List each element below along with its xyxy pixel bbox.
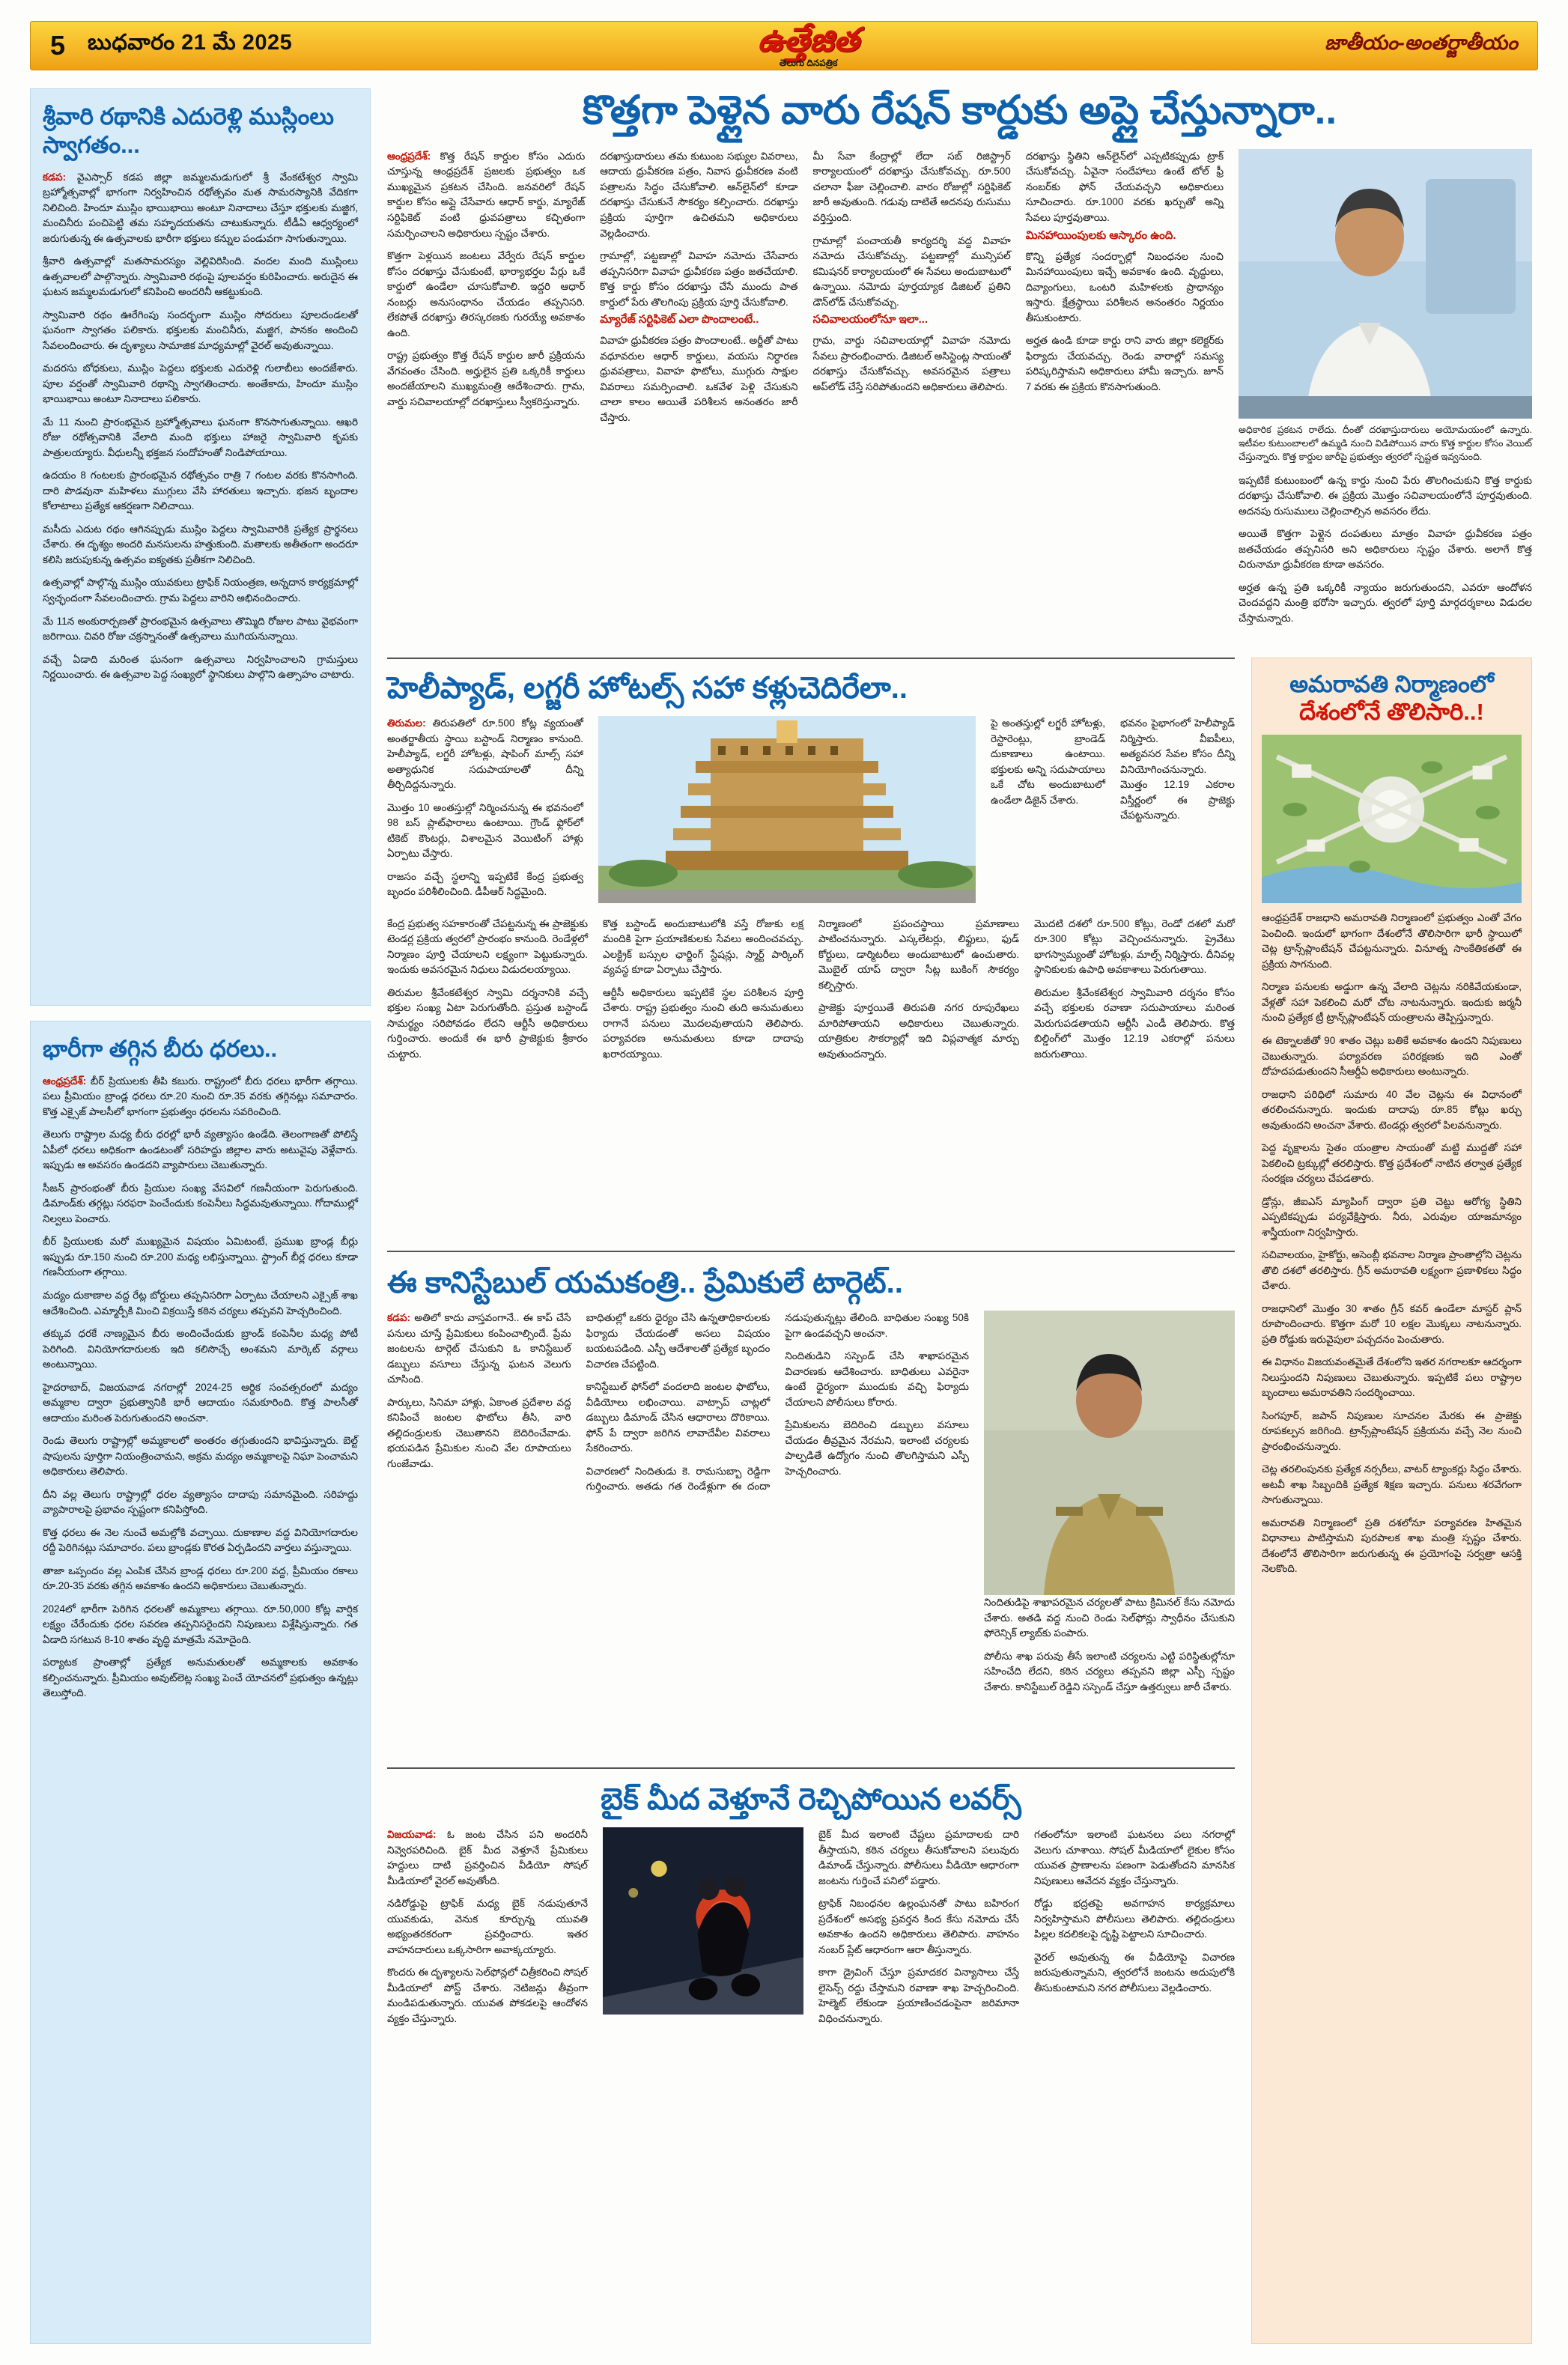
body-paragraph: సీజన్ ప్రారంభంతో బీరు ప్రియుల సంఖ్య వేసవిలో గణనీయంగా పెరుగుతుంది. డిమాండ్‌కు తగ్గట్లు సరఫరా పెంచేందుకు కంపెనీలు సిద్ధమవుతున్నాయి. గోదాముల్లో నిల్వలు పెంచారు. [43, 1182, 358, 1224]
dateline: కడప: [387, 1312, 411, 1323]
body-paragraph: మసీదు ఎదుట రథం ఆగినప్పుడు ముస్లిం పెద్దలు స్వామివారికి ప్రత్యేక ప్రార్థనలు చేశారు. ఈ దృశ్యం అందరి మనసులను హత్తుకుంది. మతాలకు అతీతంగా అందరూ కలిసి జరుపుకున్న ఉత్సవం ఐక్యతకు ప్రతీకగా నిలిచింది. [43, 523, 358, 565]
article-ration-card [387, 88, 1532, 658]
body-paragraph: పర్యాటక ప్రాంతాల్లో ప్రత్యేక అనుమతులతో అమ్మకాలకు అవకాశం కల్పించనున్నారు. ప్రీమియం అవుట్‌లెట్ల సంఖ్య పెంచే యోచనలో ప్రభుత్వం ఉన్నట్లు తెలుస్తోంది. [43, 1657, 358, 1699]
bike-photo [603, 1827, 803, 2015]
dateline: ఆంధ్రప్రదేశ్: [387, 150, 431, 162]
body-paragraph: పార్కులు, సినిమా హాళ్లు, ఏకాంత ప్రదేశాల వద్ద కనిపించే జంటల ఫొటోలు తీసి, వారి తల్లిదండ్రులకు చెబుతానని బెదిరించేవాడు. భయపడిన ప్రేమికుల నుంచి వేల రూపాయలు గుంజేవాడు. [387, 1396, 571, 1469]
temple-bottom-columns [387, 917, 1235, 1070]
article-body [1262, 911, 1522, 1577]
body-paragraph: తక్కువ ధరకే నాణ్యమైన బీరు అందించేందుకు బ్రాండ్ కంపెనీల మధ్య పోటీ పెరిగింది. వినియోగదారులకు ఇది కలిసొచ్చే అంశమని మార్కెట్ వర్గాలు అంటున్నాయి. [43, 1328, 358, 1370]
lead-text: కొత్త రేషన్ కార్డుల కోసం ఎదురు చూస్తున్న ఆంధ్రప్రదేశ్ ప్రజలకు ప్రభుత్వం ఒక ముఖ్యమైన ప్రకటన చేసింది. జనవరిలో రేషన్ కార్డుల కోసం అప్లై చేసేవారు ఆధార్ కార్డు, మ్యారేజ్ సర్టిఫికెట్ వంటి ధ్రువపత్రాలు కచ్చితంగా సమర్పించాలని అధికారులు స్పష్టం చేశారు. [387, 150, 586, 239]
body-paragraph: కొత్తగా పెళ్లయిన జంటలు వేర్వేరు రేషన్ కార్డుల కోసం దరఖాస్తు చేసుకుంటే, భార్యాభర్తల పేర్లు ఒకే కార్డులో ఉండేలా చూసుకోవాలి. ఇద్దరి ఆధార్ నంబర్లు అనుసంధానం చేయడం తప్పనిసరి. లేకపోతే దరఖాస్తు తిరస్కరణకు గురయ్యే అవకాశం ఉంది. [387, 250, 586, 338]
lead-paragraph [43, 1074, 358, 1120]
article-tirupati-busstand [387, 659, 1235, 1251]
article-bike-lovers [387, 1767, 1235, 2344]
body-paragraph: విచారణలో నిందితుడు కె. రామసుబ్బా రెడ్డిగా గుర్తించారు. అతడు గత రెండేళ్లుగా ఈ దందా నడుపుతున్నట్లు తేలింది. బాధితుల సంఖ్య 50కి పైగా ఉండవచ్చని అంచనా. [586, 1312, 969, 1493]
dateline: కడప: [43, 171, 67, 183]
body-paragraph: రాజధాని పరిధిలో సుమారు 40 వేల చెట్లను ఈ విధానంలో తరలించనున్నారు. ఇందుకు దాదాపు రూ.85 కోట్లు ఖర్చు అవుతుందని అంచనా వేశారు. టెండర్లు త్వరలో పిలవనున్నారు. [1262, 1088, 1522, 1131]
lead-paragraph [387, 716, 583, 793]
dateline: ఆంధ్రప్రదేశ్: [43, 1075, 87, 1087]
lead-paragraph [43, 170, 358, 247]
lead-paragraph [387, 1827, 588, 1889]
right-column [1251, 658, 1532, 2344]
body-paragraph: రెండు తెలుగు రాష్ట్రాల్లో అమ్మకాలలో అంతరం తగ్గుతుందని భావిస్తున్నారు. బెల్ట్ షాపులను పూర్తిగా నియంత్రించామని, అక్రమ మద్యం అమ్మకాలపై నిఘా పెంచామని అధికారులు తెలిపారు. [43, 1435, 358, 1478]
section-label: జాతీయం-అంతర్జాతీయం [1325, 31, 1518, 54]
busstand-render-photo [598, 716, 976, 903]
official-photo [1239, 149, 1532, 419]
lead-paragraph [387, 149, 585, 241]
body-paragraph: ఉదయం 8 గంటలకు ప్రారంభమైన రథోత్సవం రాత్రి 7 గంటల వరకు కొనసాగింది. దారి పొడవునా మహిళలు ముగ్గులు వేసి హారతులు ఇచ్చారు. భజన బృందాల కోలాటాలు ప్రత్యేక ఆకర్షణగా నిలిచాయి. [43, 470, 358, 512]
body-paragraph: వివాహ ధ్రువీకరణ పత్రం పొందాలంటే.. అర్జీతో పాటు వధూవరుల ఆధార్ కార్డులు, వయసు నిర్ధారణ ధ్రువపత్రాలు, వివాహ ఫొటోలు, ముగ్గురు సాక్షుల వివరాలు సమర్పించాలి. ఒకవేళ పెళ్లి చేసుకుని చాలా కాలం అయితే పరిశీలన అనంతరం జారీ చేస్తారు. [600, 335, 798, 423]
body-paragraph: పెద్ద వృక్షాలను సైతం యంత్రాల సాయంతో మట్టి ముద్దతో సహా పెకలించి ట్రక్కుల్లో తరలిస్తారు. కొత్త ప్రదేశంలో నాటిన తర్వాత ప్రత్యేక సంరక్షణ చర్యలు చేపడతారు. [1262, 1142, 1522, 1185]
body-paragraph: మీ సేవా కేంద్రాల్లో లేదా సబ్ రిజిస్ట్రార్ కార్యాలయంలో దరఖాస్తు చేసుకోవచ్చు. రూ.500 చలానా ఫీజు చెల్లించాలి. వారం రోజుల్లో సర్టిఫికెట్ జారీ అవుతుంది. గడువు దాటితే అదనపు రుసుము వర్తిస్తుంది. [812, 150, 1011, 223]
subhead-sachivalayam: సచివాలయంలోనూ ఇలా... [812, 313, 929, 327]
body-paragraph: డ్రోన్లు, జీఐఎస్ మ్యాపింగ్ ద్వారా ప్రతి చెట్టు ఆరోగ్య స్థితిని ఎప్పటికప్పుడు పర్యవేక్షిస్తారు. నీరు, ఎరువుల యాజమాన్యం శాస్త్రీయంగా నిర్వహిస్తారు. [1262, 1195, 1522, 1238]
article-body [43, 254, 358, 682]
constable-photo [984, 1311, 1235, 1595]
dateline: తిరుమల: [387, 717, 426, 729]
body-paragraph: తాజా ఒప్పందం వల్ల ఎంపిక చేసిన బ్రాండ్ల ధరలు రూ.200 వద్ద, ప్రీమియం రకాలు రూ.20-35 వరకు తగ్గిన అవకాశం ఉందని అధికారులు చెబుతున్నారు. [43, 1564, 358, 1592]
article-body [43, 1127, 358, 1701]
body-paragraph: నిందితుడిపై శాఖాపరమైన చర్యలతో పాటు క్రిమినల్ కేసు నమోదు చేశారు. అతడి వద్ద నుంచి రెండు సెల్‌ఫోన్లు స్వాధీనం చేసుకుని ఫోరెన్సిక్ ల్యాబ్‌కు పంపారు. [984, 1597, 1235, 1639]
official-photo-figure [1239, 149, 1532, 419]
constable-layout [387, 1311, 1235, 1702]
body-paragraph: నడిరోడ్డుపై ట్రాఫిక్ మధ్య బైక్ నడుపుతూనే యువకుడు, వెనుక కూర్చున్న యువతి అభ్యంతరకరంగా ప్రవర్తించారు. ఇతర వాహనదారులు ఒక్కసారిగా అవాక్కయ్యారు. [387, 1898, 588, 1955]
page-grid [30, 88, 1538, 2344]
lead-text: తిరుపతిలో రూ.500 కోట్ల వ్యయంతో అంతర్జాతీయ స్థాయి బస్టాండ్ నిర్మాణం కానుంది. హెలీప్యాడ్, లగ్జరీ హోటళ్లు, షాపింగ్ మాల్స్ సహా అత్యాధునిక సదుపాయాలతో దీన్ని తీర్చిదిద్దనున్నారు. [387, 717, 583, 791]
body-paragraph: ప్రాజెక్టు పూర్తయితే తిరుపతి నగర రూపురేఖలు మారిపోతాయని అధికారులు చెబుతున్నారు. యాత్రికుల సౌకర్యాల్లో ఇది విప్లవాత్మక మార్పు అవుతుందన్నారు. [818, 1002, 1019, 1060]
busstand-render-figure [598, 716, 976, 908]
body-paragraph: మదరసు బోధకులు, ముస్లిం పెద్దలు భక్తులకు ఎదురెళ్లి గులాబీలు అందజేశారు. పూల వర్షంతో స్వామివారి రథాన్ని స్వాగతించారు. అంతేకాదు, హిందూ ముస్లిం భాయిభాయి అంటూ నినాదాలు పలికారు. [43, 362, 358, 405]
temple-col-left [387, 716, 583, 908]
article-title: బైక్ మీద వెళ్తూనే రెచ్చిపోయిన లవర్స్ [601, 1783, 1021, 1816]
article-beer-prices [30, 1021, 371, 2344]
side-continuation [1239, 473, 1532, 627]
article-body [387, 801, 583, 900]
subhead-marriage-certificate: మ్యారేజ్ సర్టిఫికెట్ ఎలా పొందాలంటే.. [600, 313, 759, 327]
body-paragraph: చెట్ల తరలింపునకు ప్రత్యేక నర్సరీలు, వాటర్ ట్యాంకర్లు సిద్ధం చేశారు. అటవీ శాఖ సిబ్బందికి ప్రత్యేక శిక్షణ ఇచ్చారు. పనులు శరవేగంగా సాగుతున్నాయి. [1262, 1463, 1522, 1506]
ration-photo-strip [1239, 149, 1532, 634]
body-paragraph: అమరావతి నిర్మాణంలో ప్రతి దశలోనూ పర్యావరణ హితమైన విధానాలు పాటిస్తామని పురపాలక శాఖ మంత్రి స్పష్టం చేశారు. దేశంలోనే తొలిసారిగా జరుగుతున్న ఈ ప్రయోగంపై సర్వత్రా ఆసక్తి నెలకొంది. [1262, 1517, 1522, 1575]
body-paragraph: కేంద్ర ప్రభుత్వ సహకారంతో చేపట్టనున్న ఈ ప్రాజెక్టుకు టెండర్ల ప్రక్రియ త్వరలో ప్రారంభం కానుంది. రెండేళ్లలో నిర్మాణం పూర్తి చేయాలని లక్ష్యంగా పెట్టుకున్నారు. ఇందుకు అవసరమైన నిధులు విడుదలయ్యాయి. [387, 917, 588, 976]
temple-top-row [387, 716, 1235, 908]
body-paragraph: గ్రామ, వార్డు సచివాలయాల్లో వివాహ నమోదు సేవలు ప్రారంభించారు. డిజిటల్ అసిస్టెంట్ల సాయంతో దరఖాస్తు చేసుకోవచ్చు. అవసరమైన పత్రాలు అప్‌లోడ్ చేస్తే సరిపోతుందని అధికారులు తెలిపారు. [812, 335, 1011, 392]
article-title-line1: అమరావతి నిర్మాణంలో [1289, 671, 1494, 697]
article-title-line2: దేశంలోనే తొలిసారి..! [1299, 699, 1484, 726]
lead-text: బీర్ ప్రియులకు తీపి కబురు. రాష్ట్రంలో బీరు ధరలు భారీగా తగ్గాయి. పలు ప్రీమియం బ్రాండ్ల ధరలు రూ.20 నుంచి రూ.35 వరకు తగ్గినట్లు సమాచారం. కొత్త ఎక్సైజ్ పాలసీలో భాగంగా ప్రభుత్వం ధరలను సవరించింది. [43, 1075, 358, 1117]
body-paragraph: ట్రాఫిక్ నిబంధనల ఉల్లంఘనతో పాటు బహిరంగ ప్రదేశంలో అసభ్య ప్రవర్తన కింద కేసు నమోదు చేసే అవకాశం ఉందని అధికారులు తెలిపారు. వాహనం నంబర్ ప్లేట్ ఆధారంగా ఆరా తీస్తున్నారు. [818, 1898, 1019, 1955]
body-paragraph: గతంలోనూ ఇలాంటి ఘటనలు పలు నగరాల్లో వెలుగు చూశాయి. సోషల్ మీడియాలో లైకుల కోసం యువత ప్రాణాలను పణంగా పెడుతోందని మానసిక నిపుణులు ఆవేదన వ్యక్తం చేస్తున్నారు. [1034, 1829, 1235, 1886]
body-paragraph: దరఖాస్తుదారులు తమ కుటుంబ సభ్యుల వివరాలు, ఆదాయ ధ్రువీకరణ పత్రం, నివాస ధ్రువీకరణ వంటి పత్రాలను సిద్ధం చేసుకోవాలి. ఆన్‌లైన్‌లో కూడా దరఖాస్తు చేసుకునే సౌకర్యం కల్పించారు. దరఖాస్తు ప్రక్రియ పూర్తిగా ఉచితమని అధికారులు వెల్లడించారు. [600, 150, 798, 239]
body-paragraph: ఈ విధానం విజయవంతమైతే దేశంలోని ఇతర నగరాలకూ ఆదర్శంగా నిలుస్తుందని నిపుణులు చెబుతున్నారు. ఇప్పటికే పలు రాష్ట్రాల బృందాలు అమరావతిని సందర్శించాయి. [1262, 1356, 1522, 1399]
article-title: ఈ కానిస్టేబుల్ యమకంత్రి.. ప్రేమికులే టార్గెట్.. [387, 1266, 903, 1299]
constable-columns [387, 1311, 969, 1702]
lead-text: వైఎస్సార్ కడప జిల్లా జమ్మలమడుగులో శ్రీ వేంకటేశ్వర స్వామి బ్రహ్మోత్సవాల్లో భాగంగా నిర్వహించిన రథోత్సవం మత సామరస్యానికి వేదికగా నిలిచింది. హిందూ ముస్లిం భాయిభాయి అంటూ నినాదాలు చేస్తూ భక్తులకు మజ్జిగ, మంచినీరు పంచిపెట్టి తమ సహృదయతను చాటుకున్నారు. టీడీఏ ఆధ్వర్యంలో జరుగుతున్న ఈ ఉత్సవాలకు భారీగా భక్తులు కన్నుల పండువగా సాగుతున్నాయి. [43, 171, 358, 244]
body-paragraph: మొత్తం 10 అంతస్తుల్లో నిర్మించనున్న ఈ భవనంలో 98 బస్ ప్లాట్‌ఫారాలు ఉంటాయి. గ్రౌండ్ ఫ్లోర్‌లో టికెట్ కౌంటర్లు, విశాలమైన వెయిటింగ్ హాళ్లు ఏర్పాటు చేస్తారు. [387, 801, 583, 860]
temple-col-right [991, 716, 1235, 908]
body-paragraph: అయితే కొత్తగా పెళ్లైన దంపతులు మాత్రం వివాహ ధ్రువీకరణ పత్రం జతచేయడం తప్పనిసరి అని అధికారులు స్పష్టం చేశారు. అలాగే కొత్త చిరునామా ధ్రువీకరణ కూడా అవసరం. [1239, 528, 1532, 571]
article-amaravati [1262, 670, 1522, 1577]
body-paragraph: భవనం పైభాగంలో హెలీప్యాడ్ నిర్మిస్తారు. వీఐపీలు, అత్యవసర సేవల కోసం దీన్ని వినియోగించనున్నారు. మొత్తం 12.19 ఎకరాల విస్తీర్ణంలో ఈ ప్రాజెక్టు చేపట్టనున్నారు. [1120, 717, 1235, 822]
body-paragraph: కొన్ని ప్రత్యేక సందర్భాల్లో నిబంధనల నుంచి మినహాయింపులు ఇచ్చే అవకాశం ఉంది. వృద్ధులు, దివ్యాంగులు, ఒంటరి మహిళలకు ప్రాధాన్యం ఇస్తారు. క్షేత్రస్థాయి పరిశీలన అనంతరం నిర్ణయం తీసుకుంటారు. [1025, 250, 1224, 324]
body-paragraph: ఆర్టీసీ అధికారులు ఇప్పటికే స్థల పరిశీలన పూర్తి చేశారు. రాష్ట్ర ప్రభుత్వం నుంచి తుది అనుమతులు రాగానే పనులు మొదలవుతాయని తెలిపారు. పర్యావరణ అనుమతులు కూడా దాదాపు ఖరారయ్యాయి. [603, 986, 803, 1060]
body-paragraph: ఇప్పటికే కుటుంబంలో ఉన్న కార్డు నుంచి పేరు తొలగించుకుని కొత్త కార్డుకు దరఖాస్తు చేసుకోవాలి. ఈ ప్రక్రియ మొత్తం సచివాలయంలోనే పూర్తవుతుంది. అదనపు రుసుములు చెల్లించాల్సిన అవసరం లేదు. [1239, 474, 1532, 517]
body-paragraph: సింగపూర్, జపాన్ నిపుణుల సూచనల మేరకు ఈ ప్రాజెక్టు రూపకల్పన జరిగింది. ట్రాన్స్‌ప్లాంటేషన్ ప్రక్రియను వచ్చే నెల నుంచి ప్రారంభించనున్నారు. [1262, 1409, 1522, 1452]
side-continuation [984, 1595, 1235, 1695]
constable-photo-strip [984, 1311, 1235, 1702]
body-paragraph: తెలుగు రాష్ట్రాల మధ్య బీరు ధరల్లో భారీ వ్యత్యాసం ఉండేది. తెలంగాణతో పోలిస్తే ఏపీలో ధరలు అధికంగా ఉండటంతో సరిహద్దు జిల్లాల వారు అటువైపు వెళ్లేవారు. ఇప్పుడు ఆ అవసరం ఉండదని వ్యాపారులు చెబుతున్నారు. [43, 1129, 358, 1171]
left-column [30, 88, 371, 2344]
lead-paragraph [387, 1311, 571, 1388]
subhead-exemptions: మినహాయింపులకు ఆస్కారం ఉంది. [1025, 228, 1176, 242]
masthead-tagline: తెలుగు దినపత్రిక [779, 58, 838, 68]
body-paragraph: కొత్త బస్టాండ్ అందుబాటులోకి వస్తే రోజుకు లక్ష మందికి పైగా ప్రయాణికులకు సేవలు అందించవచ్చు. ఎలక్ట్రిక్ బస్సుల ఛార్జింగ్ స్టేషన్లు, స్మార్ట్ పార్కింగ్ వ్యవస్థ కూడా ఏర్పాటు చేస్తారు. [603, 917, 803, 976]
page-date: బుధవారం 21 మే 2025 [88, 31, 293, 55]
body-paragraph: ఈ టెక్నాలజీతో 90 శాతం చెట్లు బతికే అవకాశం ఉందని నిపుణులు చెబుతున్నారు. పర్యావరణ పరిరక్షణకు ఇది ఎంతో దోహదపడుతుందని సీఆర్డీఏ అధికారులు అంటున్నారు. [1262, 1034, 1522, 1078]
body-paragraph: పై అంతస్తుల్లో లగ్జరీ హోటళ్లు, రెస్టారెంట్లు, బ్రాండెడ్ దుకాణాలు ఉంటాయి. భక్తులకు అన్ని సదుపాయాలు ఒకే చోట అందుబాటులో ఉండేలా డిజైన్ చేశారు. [991, 717, 1105, 806]
masthead-name: ఉత్తేజిత [757, 22, 860, 58]
body-paragraph: అర్హత ఉన్న ప్రతి ఒక్కరికీ న్యాయం జరుగుతుందని, ఎవరూ ఆందోళన చెందవద్దని మంత్రి భరోసా ఇచ్చారు. త్వరలో పూర్తి మార్గదర్శకాలు విడుదల చేస్తామన్నారు. [1239, 581, 1532, 624]
main-headline: కొత్తగా పెళ్లైన వారు రేషన్ కార్డుకు అప్లై చేస్తున్నారా.. [582, 88, 1337, 133]
body-paragraph: నిందితుడిని సస్పెండ్ చేసి శాఖాపరమైన విచారణకు ఆదేశించారు. బాధితులు ఎవరైనా ఉంటే ధైర్యంగా ముందుకు వచ్చి ఫిర్యాదు చేయాలని పోలీసులు కోరారు. [785, 1350, 969, 1408]
body-paragraph: వైరల్ అవుతున్న ఈ వీడియోపై విచారణ జరుపుతున్నామని, త్వరలోనే జంటను అదుపులోకి తీసుకుంటామని నగర పోలీసులు వెల్లడించారు. [1034, 1951, 1235, 1994]
article-title: హెలీప్యాడ్, లగ్జరీ హోటల్స్ సహా కళ్లుచెదిరేలా.. [387, 672, 908, 705]
dateline: విజయవాడ: [387, 1829, 437, 1840]
article-title: భారీగా తగ్గిన బీరు ధరలు.. [43, 1036, 278, 1062]
article-title: శ్రీవారి రథానికి ఎదురెళ్లి ముస్లింలు స్వాగతం... [43, 103, 335, 158]
center-column [387, 658, 1235, 2344]
body-paragraph: బాధితుల్లో ఒకరు ధైర్యం చేసి ఉన్నతాధికారులకు ఫిర్యాదు చేయడంతో అసలు విషయం బయటపడింది. ఎస్పీ ఆదేశాలతో ప్రత్యేక బృందం విచారణ చేపట్టింది. [586, 1312, 771, 1370]
body-paragraph: నిర్మాణంలో ప్రపంచస్థాయి ప్రమాణాలు పాటించనున్నారు. ఎస్కలేటర్లు, లిఫ్టులు, ఫుడ్ కోర్టులు, డార్మిటరీలు అందుబాటులో ఉంచుతారు. మొబైల్ యాప్ ద్వారా సీట్ల బుకింగ్ సౌకర్యం కల్పిస్తారు. [818, 917, 1019, 991]
bike-columns [387, 1827, 1235, 2027]
body-paragraph: తిరుమల శ్రీవేంకటేశ్వర స్వామి దర్శనానికి వచ్చే భక్తుల సంఖ్య ఏటా పెరుగుతోంది. ప్రస్తుత బస్టాండ్ సామర్థ్యం సరిపోవడం లేదని ఆర్టీసీ అధికారులు గుర్తించారు. అందుకే ఈ భారీ ప్రాజెక్టుకు శ్రీకారం చుట్టారు. [387, 986, 588, 1060]
body-paragraph: బైక్ మీద ఇలాంటి చేష్టలు ప్రమాదాలకు దారి తీస్తాయని, కఠిన చర్యలు తీసుకోవాలని పలువురు డిమాండ్ చేస్తున్నారు. పోలీసులు వీడియో ఆధారంగా జంటను గుర్తించే పనిలో పడ్డారు. [818, 1829, 1019, 1886]
body-paragraph: రాజసం వచ్చే స్థలాన్ని ఇప్పటికే కేంద్ర ప్రభుత్వ బృందం పరిశీలించింది. డీపీఆర్ సిద్ధమైంది. [387, 870, 583, 898]
subsection-body [1026, 249, 1224, 395]
body-paragraph: శ్రీవారి ఉత్సవాల్లో మతసామరస్యం వెల్లివిరిసింది. వందల మంది ముస్లింలు ఉత్సవాలలో పాల్గొన్నారు. స్వామివారి రథంపై పూలవర్షం కురిపించారు. అరుదైన ఈ ఘటన జమ్మలమడుగులో కనిపించి అందరినీ ఆకట్టుకుంది. [43, 255, 358, 298]
body-paragraph: రాష్ట్ర ప్రభుత్వం కొత్త రేషన్ కార్డుల జారీ ప్రక్రియను వేగవంతం చేసింది. అర్హులైన ప్రతి ఒక్కరికీ కార్డులు అందజేయాలని ముఖ్యమంత్రి ఆదేశించారు. గ్రామ, వార్డు సచివాలయాల్లో దరఖాస్తులు స్వీకరిస్తున్నారు. [387, 350, 586, 407]
body-paragraph: కొత్త ధరలు ఈ నెల నుంచే అమల్లోకి వచ్చాయి. దుకాణాల వద్ద వినియోగదారుల రద్దీ పెరిగినట్లు సమాచారం. పలు బ్రాండ్లకు కొరత ఏర్పడిందని వార్తలు వస్తున్నాయి. [43, 1526, 358, 1554]
body-paragraph: పోలీసు శాఖ పరువు తీసే ఇలాంటి చర్యలను ఎట్టి పరిస్థితుల్లోనూ సహించేది లేదని, కఠిన చర్యలు తప్పవని జిల్లా ఎస్పీ స్పష్టం చేశారు. కానిస్టేబుల్ రెడ్డిని సస్పెండ్ చేస్తూ ఉత్తర్వులు జారీ చేశారు. [984, 1650, 1235, 1692]
bike-photo-figure [603, 1827, 803, 2015]
body-paragraph: రోడ్డు భద్రతపై అవగాహన కార్యక్రమాలు నిర్వహిస్తామని పోలీసులు తెలిపారు. తల్లిదండ్రులు పిల్లల కదలికలపై దృష్టి పెట్టాలని సూచించారు. [1034, 1898, 1235, 1940]
body-paragraph: అర్హత ఉండి కూడా కార్డు రాని వారు జిల్లా కలెక్టర్‌కు ఫిర్యాదు చేయవచ్చు. రెండు వారాల్లో సమస్య పరిష్కరిస్తామని అధికారులు హామీ ఇచ్చారు. జూన్ 7 వరకు ఈ ప్రక్రియ కొనసాగుతుంది. [1025, 335, 1224, 392]
article-muslim-welcome [30, 88, 371, 1006]
body-paragraph: గ్రామాల్లో, పట్టణాల్లో వివాహ నమోదు చేసేవారు తప్పనిసరిగా వివాహ ధ్రువీకరణ పత్రం జతచేయాలి. కొత్త కార్డు కోసం దరఖాస్తు చేసే ముందు పాత కార్డులో పేరు తొలగింపు ప్రక్రియ పూర్తి చేసుకోవాలి. [600, 250, 798, 308]
body-paragraph: మే 11న అంకురార్పణతో ప్రారంభమైన ఉత్సవాలు తొమ్మిది రోజుల పాటు వైభవంగా జరిగాయి. చివరి రోజు చక్రస్నానంతో ఉత్సవాలు ముగియనున్నాయి. [43, 615, 358, 643]
constable-photo-figure [984, 1311, 1235, 1595]
body-paragraph: కాగా డ్రైవింగ్ చేస్తూ ప్రమాదకర విన్యాసాలు చేస్తే లైసెన్స్ రద్దు చేస్తామని రవాణా శాఖ హెచ్చరించింది. హెల్మెట్ లేకుండా ప్రయాణించడంపైనా జరిమానా విధించనున్నారు. [818, 1967, 1019, 2024]
body-paragraph: బీర్ ప్రియులకు మరో ముఖ్యమైన విషయం ఏమిటంటే, ప్రముఖ బ్రాండ్ల బీర్లు ఇప్పుడు రూ.150 నుంచి రూ.200 మధ్య లభిస్తున్నాయి. స్ట్రాంగ్ బీర్ల ధరలు కూడా గణనీయంగా తగ్గాయి. [43, 1236, 358, 1278]
lead-text: అతిలో కాదు వాస్తవంగానే.. ఈ కాప్ చేసే పనులు చూస్తే ప్రేమికులు కంపించాల్సిందే. ప్రేమ జంటలను టార్గెట్ చేసుకుని ఓ కానిస్టేబుల్ డబ్బులు వసూలు చేస్తున్న ఘటన వెలుగు చూసింది. [387, 1312, 571, 1385]
article-constable [387, 1251, 1235, 1767]
ration-layout [387, 149, 1532, 634]
page-header-bar [30, 21, 1538, 70]
lead-text: ఓ జంట చేసిన పని అందరినీ నివ్వెరపరిచింది. బైక్ మీద వెళ్తూనే ప్రేమికులు హద్దులు దాటి ప్రవర్తించిన వీడియో సోషల్ మీడియాలో వైరల్ అవుతోంది. [387, 1829, 588, 1886]
body-paragraph: నిర్మాణ పనులకు అడ్డుగా ఉన్న వేలాది చెట్లను నరికివేయకుండా, వేళ్లతో సహా పెకలించి మరో చోట నాటనున్నారు. ఇందుకు జర్మనీ నుంచి ప్రత్యేక ట్రీ ట్రాన్స్‌ప్లాంటేషన్ యంత్రాలను తెప్పిస్తున్నారు. [1262, 981, 1522, 1024]
body-paragraph: తిరుమల శ్రీవేంకటేశ్వర స్వామివారి దర్శనం కోసం వచ్చే భక్తులకు రవాణా సదుపాయాలు మరింత మెరుగుపడతాయని ఆర్టీసీ ఎండీ తెలిపారు. కొత్త బిల్డింగ్‌లో మొత్తం 12.19 ఎకరాల్లో పనులు జరుగుతాయి. [1034, 986, 1235, 1060]
amaravati-aerial-figure [1262, 735, 1522, 903]
amaravati-aerial-photo [1262, 735, 1522, 903]
body-paragraph: 2024లో భారీగా పెరిగిన ధరలతో అమ్మకాలు తగ్గాయి. రూ.50,000 కోట్ల వార్షిక లక్ష్యం చేరేందుకు ధరల సవరణ తప్పనిసరైందని నిపుణులు విశ్లేషిస్తున్నారు. గత ఏడాది సగటున 8-10 శాతం వృద్ధి మాత్రమే నమోదైంది. [43, 1603, 358, 1645]
body-paragraph: ఉత్సవాల్లో పాల్గొన్న ముస్లిం యువకులు ట్రాఫిక్ నియంత్రణ, అన్నదాన కార్యక్రమాల్లో స్వచ్ఛందంగా సేవలందించారు. గ్రామ పెద్దలు వారిని అభినందించారు. [43, 577, 358, 604]
masthead [758, 24, 860, 67]
body-paragraph: ఆంధ్రప్రదేశ్ రాజధాని అమరావతి నిర్మాణంలో ప్రభుత్వం ఎంతో వేగం పెంచింది. ఇందులో భాగంగా దేశంలోనే తొలిసారిగా భారీ స్థాయిలో చెట్ల ట్రాన్స్‌ప్లాంటేషన్ చేపట్టనున్నారు. వినూత్న సాంకేతికతతో ఈ ప్రక్రియ సాగనుంది. [1262, 912, 1522, 970]
body-paragraph: మద్యం దుకాణాల వద్ద రేట్ల బోర్డులు తప్పనిసరిగా ఏర్పాటు చేయాలని ఎక్సైజ్ శాఖ ఆదేశించింది. ఎమ్మార్పీకి మించి విక్రయిస్తే కఠిన చర్యలు తప్పవని హెచ్చరించింది. [43, 1290, 358, 1317]
photo-caption: అధికారిక ప్రకటన రాలేదు. దీంతో దరఖాస్తుదారులు అయోమయంలో ఉన్నారు. ఇటీవల కుటుంబాలలో ఉమ్మడి నుంచి విడిపోయిన వారు కొత్త కార్డుల కోసం వెయిట్ చేస్తున్నారు. కొత్త కార్డుల జారీపై ప్రభుత్వం త్వరలో స్పష్టత ఇవ్వనుంది. [1239, 424, 1532, 463]
body-paragraph: రాజధానిలో మొత్తం 30 శాతం గ్రీన్ కవర్ ఉండేలా మాస్టర్ ప్లాన్ రూపొందించారు. కొత్తగా మరో 10 లక్షల మొక్కలు నాటనున్నారు. ప్రతి రోడ్డుకు ఇరువైపులా పచ్చదనం పెంచుతారు. [1262, 1302, 1522, 1345]
article-body-part1 [387, 1896, 588, 2027]
article-body-part2 [818, 1827, 1235, 2027]
body-paragraph: వచ్చే ఏడాది మరింత ఘనంగా ఉత్సవాలు నిర్వహించాలని గ్రామస్తులు నిర్ణయించారు. ఈ ఉత్సవాల పెద్ద సంఖ్యలో స్థానికులు పాల్గొని ఉత్సాహం చాటారు. [43, 653, 358, 681]
body-paragraph: స్వామివారి రథం ఊరేగింపు సందర్భంగా ముస్లిం సోదరులు పూలదండలతో ఘనంగా స్వాగతం పలికారు. భక్తులకు మంచినీరు, మజ్జిగ, పానకం అందించి సేవలందించారు. ఈ దృశ్యాలు సామాజిక మాధ్యమాల్లో వైరల్ అవుతున్నాయి. [43, 309, 358, 351]
body-paragraph: గ్రామాల్లో పంచాయతీ కార్యదర్శి వద్ద వివాహ నమోదు చేసుకోవచ్చు. పట్టణాల్లో మున్సిపల్ కమిషనర్ కార్యాలయంలో ఈ సేవలు అందుబాటులో ఉన్నాయి. నమోదు పూర్తయ్యాక డిజిటల్ ప్రతిని డౌన్‌లోడ్ చేసుకోవచ్చు. [812, 234, 1011, 308]
ration-columns [387, 149, 1224, 634]
body-paragraph: సచివాలయం, హైకోర్టు, అసెంబ్లీ భవనాల నిర్మాణ ప్రాంతాల్లోని చెట్లను తొలి దశలో తరలిస్తారు. గ్రీన్ అమరావతి లక్ష్యంగా ప్రణాళికలు సిద్ధం చేశారు. [1262, 1249, 1522, 1292]
page-number: 5 [50, 30, 66, 61]
body-paragraph: మొదటి దశలో రూ.500 కోట్లు, రెండో దశలో మరో రూ.300 కోట్లు వెచ్చించనున్నారు. ప్రైవేటు భాగస్వామ్యంతో హోటళ్లు, మాల్స్ నిర్మిస్తారు. దీనివల్ల స్థానికులకు ఉపాధి అవకాశాలు పెరుగుతాయి. [1034, 917, 1235, 976]
body-paragraph: హైదరాబాద్, విజయవాడ నగరాల్లో 2024-25 ఆర్థిక సంవత్సరంలో మద్యం అమ్మకాల ద్వారా ప్రభుత్వానికి భారీ ఆదాయం సమకూరింది. కొత్త పాలసీతో ఆదాయం మరింత పెరుగుతుందని అంచనా. [43, 1381, 358, 1424]
body-paragraph: దరఖాస్తు స్థితిని ఆన్‌లైన్‌లో ఎప్పటికప్పుడు ట్రాక్ చేసుకోవచ్చు. ఏవైనా సందేహాలు ఉంటే టోల్ ఫ్రీ నంబర్‌కు ఫోన్ చేయవచ్చని అధికారులు సూచించారు. రూ.1000 వరకు ఖర్చుతో అన్ని సేవలు పూర్తవుతాయి. [1025, 150, 1224, 223]
body-paragraph: కొందరు ఈ దృశ్యాలను సెల్‌ఫోన్లలో చిత్రీకరించి సోషల్ మీడియాలో పోస్ట్ చేశారు. నెటిజన్లు తీవ్రంగా మండిపడుతున్నారు. యువత పోకడలపై ఆందోళన వ్యక్తం చేస్తున్నారు. [387, 1967, 588, 2024]
body-paragraph: ప్రేమికులను బెదిరించి డబ్బులు వసూలు చేయడం తీవ్రమైన నేరమని, ఇలాంటి చర్యలకు పాల్పడితే ఉద్యోగం నుంచి తొలగిస్తామని ఎస్పీ హెచ్చరించారు. [785, 1419, 969, 1477]
body-paragraph: కానిస్టేబుల్ ఫోన్‌లో వందలాది జంటల ఫొటోలు, వీడియోలు లభించాయి. వాట్సాప్ చాట్లలో డబ్బులు డిమాండ్ చేసిన ఆధారాలు దొరికాయి. ఫోన్ పే ద్వారా జరిగిన లావాదేవీల వివరాలు సేకరించారు. [586, 1381, 771, 1454]
body-paragraph: మే 11 నుంచి ప్రారంభమైన బ్రహ్మోత్సవాలు ఘనంగా కొనసాగుతున్నాయి. ఆఖరి రోజు రథోత్సవానికి వేలాది మంది భక్తులు హాజరై స్వామివారి కృపకు పాత్రులయ్యారు. వీధులన్నీ భక్తజన సందోహంతో నిండిపోయాయి. [43, 416, 358, 458]
body-paragraph: దీని వల్ల తెలుగు రాష్ట్రాల్లో ధరల వ్యత్యాసం దాదాపు సమానమైంది. సరిహద్దు వ్యాపారాలపై ప్రభావం స్పష్టంగా కనిపిస్తోంది. [43, 1488, 358, 1516]
